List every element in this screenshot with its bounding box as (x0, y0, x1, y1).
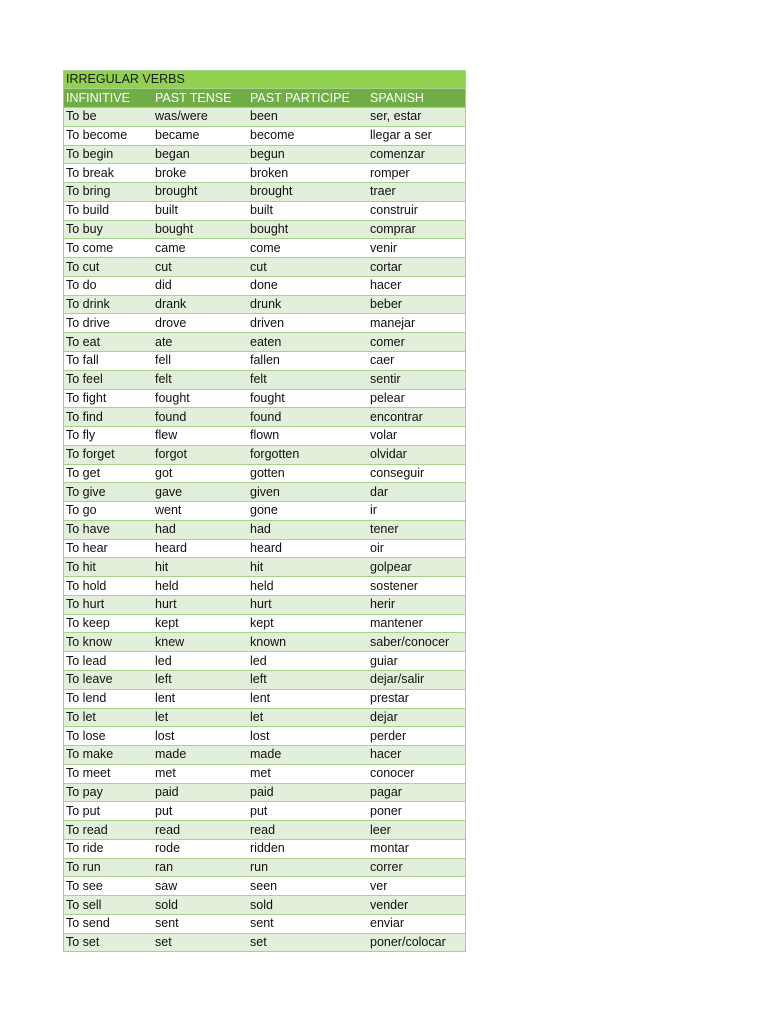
table-row (63, 671, 466, 690)
cell-spanish: pelear (367, 389, 466, 408)
cell-past-participle: gotten (247, 464, 367, 483)
cell-infinitive: To pay (63, 783, 152, 802)
cell-past-participle: begun (247, 145, 367, 164)
table-row (63, 389, 466, 408)
cell-past-tense: got (152, 464, 247, 483)
cell-past-tense: fought (152, 389, 247, 408)
cell-infinitive: To break (63, 164, 152, 183)
table-row (63, 558, 466, 577)
cell-infinitive: To keep (63, 614, 152, 633)
table-row (63, 314, 466, 333)
cell-infinitive: To meet (63, 764, 152, 783)
table-row (63, 708, 466, 727)
cell-infinitive: To see (63, 877, 152, 896)
table-row (63, 577, 466, 596)
cell-past-participle: cut (247, 258, 367, 277)
table-row (63, 746, 466, 765)
cell-past-tense: forgot (152, 445, 247, 464)
cell-infinitive: To find (63, 408, 152, 427)
cell-past-tense: held (152, 577, 247, 596)
cell-past-tense: felt (152, 370, 247, 389)
cell-spanish: traer (367, 183, 466, 202)
cell-spanish: saber/conocer (367, 633, 466, 652)
cell-past-participle: built (247, 201, 367, 220)
cell-past-tense: ate (152, 333, 247, 352)
cell-spanish: llegar a ser (367, 126, 466, 145)
cell-spanish: mantener (367, 614, 466, 633)
cell-spanish: oir (367, 539, 466, 558)
cell-infinitive: To send (63, 914, 152, 933)
cell-past-participle: sold (247, 896, 367, 915)
cell-past-tense: put (152, 802, 247, 821)
cell-past-participle: held (247, 577, 367, 596)
table-row (63, 427, 466, 446)
table-row (63, 201, 466, 220)
cell-infinitive: To feel (63, 370, 152, 389)
table-row (63, 520, 466, 539)
cell-past-participle: let (247, 708, 367, 727)
cell-past-participle: driven (247, 314, 367, 333)
table-row (63, 164, 466, 183)
cell-infinitive: To get (63, 464, 152, 483)
cell-infinitive: To come (63, 239, 152, 258)
cell-infinitive: To lend (63, 689, 152, 708)
cell-spanish: sentir (367, 370, 466, 389)
cell-spanish: dar (367, 483, 466, 502)
cell-spanish: volar (367, 427, 466, 446)
cell-spanish: beber (367, 295, 466, 314)
cell-spanish: cortar (367, 258, 466, 277)
cell-past-participle: met (247, 764, 367, 783)
column-header-spanish: SPANISH (367, 89, 466, 108)
table-row (63, 464, 466, 483)
table-row (63, 183, 466, 202)
table-row (63, 839, 466, 858)
cell-past-participle: made (247, 746, 367, 765)
cell-past-participle: led (247, 652, 367, 671)
cell-past-tense: kept (152, 614, 247, 633)
cell-infinitive: To buy (63, 220, 152, 239)
cell-spanish: correr (367, 858, 466, 877)
cell-infinitive: To bring (63, 183, 152, 202)
cell-past-participle: left (247, 671, 367, 690)
cell-past-participle: lent (247, 689, 367, 708)
cell-past-tense: became (152, 126, 247, 145)
cell-past-participle: hit (247, 558, 367, 577)
table-title: IRREGULAR VERBS (63, 70, 466, 89)
cell-past-tense: went (152, 502, 247, 521)
table-row (63, 614, 466, 633)
cell-past-tense: brought (152, 183, 247, 202)
table-header-row (63, 89, 466, 108)
cell-past-participle: run (247, 858, 367, 877)
table-row (63, 727, 466, 746)
cell-spanish: conseguir (367, 464, 466, 483)
cell-spanish: conocer (367, 764, 466, 783)
table-row (63, 539, 466, 558)
cell-past-participle: hurt (247, 595, 367, 614)
cell-spanish: olvidar (367, 445, 466, 464)
cell-spanish: manejar (367, 314, 466, 333)
cell-past-tense: flew (152, 427, 247, 446)
cell-spanish: tener (367, 520, 466, 539)
cell-spanish: vender (367, 896, 466, 915)
cell-past-tense: drove (152, 314, 247, 333)
table-row (63, 145, 466, 164)
cell-infinitive: To read (63, 821, 152, 840)
table-row (63, 689, 466, 708)
cell-spanish: prestar (367, 689, 466, 708)
table-row (63, 370, 466, 389)
cell-past-tense: knew (152, 633, 247, 652)
cell-past-tense: lost (152, 727, 247, 746)
cell-past-participle: forgotten (247, 445, 367, 464)
table-row (63, 877, 466, 896)
cell-past-tense: had (152, 520, 247, 539)
table-row (63, 258, 466, 277)
cell-past-tense: set (152, 933, 247, 952)
column-header-past-participle: PAST PARTICIPE (247, 89, 367, 108)
cell-infinitive: To lose (63, 727, 152, 746)
cell-spanish: perder (367, 727, 466, 746)
cell-past-tense: led (152, 652, 247, 671)
cell-past-participle: come (247, 239, 367, 258)
cell-past-participle: had (247, 520, 367, 539)
cell-spanish: encontrar (367, 408, 466, 427)
cell-spanish: hacer (367, 746, 466, 765)
cell-past-tense: was/were (152, 108, 247, 127)
cell-spanish: sostener (367, 577, 466, 596)
cell-infinitive: To sell (63, 896, 152, 915)
cell-past-participle: known (247, 633, 367, 652)
cell-past-participle: kept (247, 614, 367, 633)
cell-past-participle: lost (247, 727, 367, 746)
cell-infinitive: To fall (63, 351, 152, 370)
cell-past-tense: ran (152, 858, 247, 877)
cell-past-participle: read (247, 821, 367, 840)
cell-spanish: poner/colocar (367, 933, 466, 952)
table-row (63, 633, 466, 652)
cell-past-participle: bought (247, 220, 367, 239)
cell-past-tense: saw (152, 877, 247, 896)
table-row (63, 896, 466, 915)
table-row (63, 783, 466, 802)
cell-infinitive: To go (63, 502, 152, 521)
cell-past-tense: met (152, 764, 247, 783)
cell-infinitive: To forget (63, 445, 152, 464)
cell-spanish: leer (367, 821, 466, 840)
cell-past-participle: broken (247, 164, 367, 183)
cell-past-participle: flown (247, 427, 367, 446)
table-row (63, 126, 466, 145)
irregular-verbs-sheet (63, 70, 466, 952)
cell-past-participle: become (247, 126, 367, 145)
cell-infinitive: To leave (63, 671, 152, 690)
cell-infinitive: To cut (63, 258, 152, 277)
cell-past-tense: left (152, 671, 247, 690)
table-row (63, 483, 466, 502)
cell-past-participle: sent (247, 914, 367, 933)
cell-past-participle: brought (247, 183, 367, 202)
cell-past-tense: broke (152, 164, 247, 183)
cell-spanish: construir (367, 201, 466, 220)
cell-infinitive: To drink (63, 295, 152, 314)
column-header-past-tense: PAST TENSE (152, 89, 247, 108)
cell-spanish: hacer (367, 276, 466, 295)
cell-past-tense: hit (152, 558, 247, 577)
cell-past-tense: came (152, 239, 247, 258)
table-row (63, 764, 466, 783)
cell-spanish: venir (367, 239, 466, 258)
table-row (63, 802, 466, 821)
cell-past-tense: began (152, 145, 247, 164)
cell-past-tense: did (152, 276, 247, 295)
table-row (63, 652, 466, 671)
cell-infinitive: To hear (63, 539, 152, 558)
cell-infinitive: To drive (63, 314, 152, 333)
cell-past-tense: fell (152, 351, 247, 370)
cell-infinitive: To eat (63, 333, 152, 352)
cell-spanish: poner (367, 802, 466, 821)
cell-infinitive: To lead (63, 652, 152, 671)
table-row (63, 276, 466, 295)
cell-past-participle: given (247, 483, 367, 502)
cell-spanish: dejar/salir (367, 671, 466, 690)
cell-infinitive: To hurt (63, 595, 152, 614)
cell-spanish: enviar (367, 914, 466, 933)
table-row (63, 933, 466, 952)
cell-past-tense: found (152, 408, 247, 427)
cell-past-tense: sent (152, 914, 247, 933)
cell-past-tense: bought (152, 220, 247, 239)
cell-past-tense: made (152, 746, 247, 765)
cell-past-participle: eaten (247, 333, 367, 352)
table-row (63, 502, 466, 521)
cell-spanish: pagar (367, 783, 466, 802)
table-row (63, 595, 466, 614)
cell-infinitive: To give (63, 483, 152, 502)
cell-past-participle: fought (247, 389, 367, 408)
cell-infinitive: To run (63, 858, 152, 877)
cell-infinitive: To fight (63, 389, 152, 408)
table-body (63, 108, 466, 952)
cell-past-tense: paid (152, 783, 247, 802)
cell-past-participle: seen (247, 877, 367, 896)
cell-infinitive: To set (63, 933, 152, 952)
cell-past-tense: drank (152, 295, 247, 314)
table-row (63, 858, 466, 877)
cell-spanish: guiar (367, 652, 466, 671)
cell-infinitive: To become (63, 126, 152, 145)
cell-past-participle: put (247, 802, 367, 821)
table-row (63, 821, 466, 840)
cell-past-participle: paid (247, 783, 367, 802)
cell-past-tense: built (152, 201, 247, 220)
cell-infinitive: To build (63, 201, 152, 220)
cell-infinitive: To have (63, 520, 152, 539)
cell-past-participle: heard (247, 539, 367, 558)
table-row (63, 220, 466, 239)
cell-infinitive: To ride (63, 839, 152, 858)
cell-past-tense: heard (152, 539, 247, 558)
table-row (63, 351, 466, 370)
cell-past-tense: rode (152, 839, 247, 858)
cell-past-participle: been (247, 108, 367, 127)
cell-spanish: herir (367, 595, 466, 614)
cell-spanish: caer (367, 351, 466, 370)
table-row (63, 295, 466, 314)
cell-infinitive: To put (63, 802, 152, 821)
cell-past-tense: lent (152, 689, 247, 708)
cell-past-participle: fallen (247, 351, 367, 370)
cell-infinitive: To begin (63, 145, 152, 164)
cell-past-tense: gave (152, 483, 247, 502)
cell-spanish: golpear (367, 558, 466, 577)
cell-past-tense: cut (152, 258, 247, 277)
cell-past-tense: hurt (152, 595, 247, 614)
cell-spanish: ver (367, 877, 466, 896)
cell-spanish: comer (367, 333, 466, 352)
cell-infinitive: To let (63, 708, 152, 727)
cell-past-tense: let (152, 708, 247, 727)
cell-past-participle: ridden (247, 839, 367, 858)
cell-spanish: comprar (367, 220, 466, 239)
cell-infinitive: To do (63, 276, 152, 295)
irregular-verbs-table (63, 70, 466, 952)
table-row (63, 408, 466, 427)
table-row (63, 445, 466, 464)
cell-past-tense: sold (152, 896, 247, 915)
cell-spanish: montar (367, 839, 466, 858)
table-title-row (63, 70, 466, 89)
cell-spanish: romper (367, 164, 466, 183)
table-row (63, 108, 466, 127)
cell-infinitive: To fly (63, 427, 152, 446)
cell-infinitive: To be (63, 108, 152, 127)
cell-past-participle: gone (247, 502, 367, 521)
cell-past-participle: drunk (247, 295, 367, 314)
table-row (63, 333, 466, 352)
cell-spanish: ser, estar (367, 108, 466, 127)
cell-infinitive: To know (63, 633, 152, 652)
cell-past-participle: done (247, 276, 367, 295)
cell-infinitive: To hold (63, 577, 152, 596)
cell-past-participle: found (247, 408, 367, 427)
cell-past-participle: set (247, 933, 367, 952)
table-row (63, 239, 466, 258)
cell-spanish: comenzar (367, 145, 466, 164)
table-row (63, 914, 466, 933)
cell-past-participle: felt (247, 370, 367, 389)
cell-spanish: ir (367, 502, 466, 521)
cell-past-tense: read (152, 821, 247, 840)
cell-spanish: dejar (367, 708, 466, 727)
cell-infinitive: To make (63, 746, 152, 765)
cell-infinitive: To hit (63, 558, 152, 577)
column-header-infinitive: INFINITIVE (63, 89, 152, 108)
